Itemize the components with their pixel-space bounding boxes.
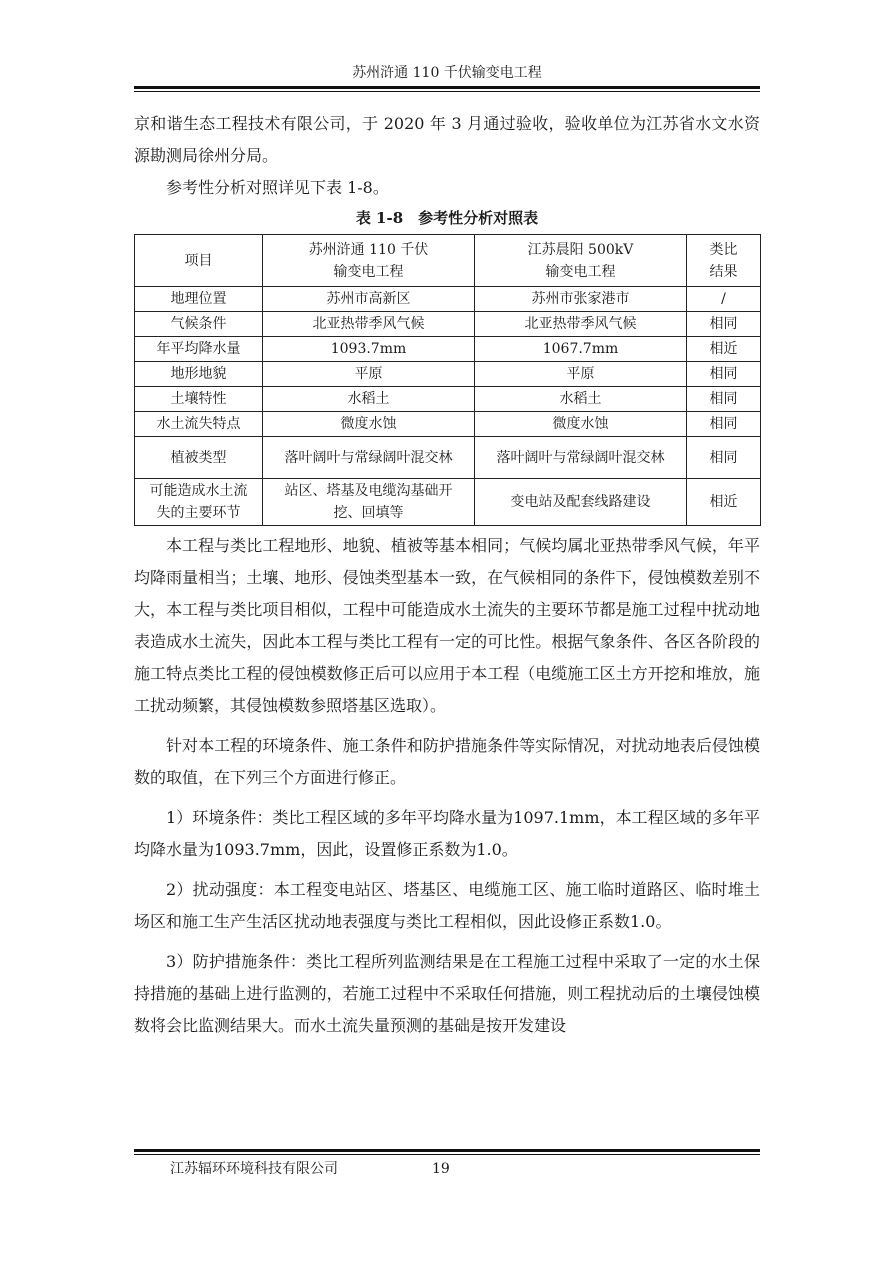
cell-result: 相同 — [687, 412, 761, 437]
cell-analog: 变电站及配套线路建设 — [475, 479, 687, 526]
cell-result: 相近 — [687, 479, 761, 526]
row-label: 气候条件 — [135, 312, 263, 337]
cell-project: 微度水蚀 — [263, 412, 475, 437]
row-label: 地理位置 — [135, 287, 263, 312]
header-analog-project: 江苏晨阳 500kV 输变电工程 — [475, 235, 687, 287]
header-result: 类比 结果 — [687, 235, 761, 287]
comparison-table — [134, 234, 761, 526]
paragraph-correction-intro: 针对本工程的环境条件、施工条件和防护措施条件等实际情况，对扰动地表后侵蚀模数的取值，在下列三个方面进行修正。 — [134, 736, 760, 787]
cell-project: 落叶阔叶与常绿阔叶混交林 — [263, 437, 475, 479]
table-row — [135, 312, 761, 337]
table-row — [135, 479, 761, 526]
cell-project: 1093.7mm — [263, 337, 475, 362]
header-rule — [134, 86, 760, 89]
cell-project: 平原 — [263, 362, 475, 387]
table-header-row — [135, 235, 761, 287]
cell-project: 站区、塔基及电缆沟基础开 挖、回填等 — [263, 479, 475, 526]
paragraph-disturbance: 2）扰动强度：本工程变电站区、塔基区、电缆施工区、施工临时道路区、临时堆土场区和施工生产生活区扰动地表强度与类比工程相似，因此设修正系数1.0。 — [134, 880, 760, 931]
cell-analog: 水稻土 — [475, 387, 687, 412]
cell-project: 水稻土 — [263, 387, 475, 412]
row-label: 可能造成水土流 失的主要环节 — [135, 479, 263, 526]
row-label: 水土流失特点 — [135, 412, 263, 437]
table-row — [135, 437, 761, 479]
paragraph-protection: 3）防护措施条件：类比工程所列监测结果是在工程施工过程中采取了一定的水土保持措施的基础上进行监测的，若施工过程中不采取任何措施，则工程扰动后的土壤侵蚀模数将会比监测结果大。而水土流失量预测的基础是按开发建设 — [134, 952, 760, 1035]
page-number: 19 — [432, 1161, 450, 1177]
table-row — [135, 287, 761, 312]
paragraph-comparison: 本工程与类比工程地形、地貌、植被等基本相同；气候均属北亚热带季风气候，年平均降雨量相当；土壤、地形、侵蚀类型基本一致，在气候相同的条件下，侵蚀模数差别不大，本工程与类比项目相似，工程中可能造成水土流失的主要环节都是施工过程中扰动地表造成水土流失，因此本工程与类比工程有一定的可比性。根据气象条件、各区各阶段的施工特点类比工程的侵蚀模数修正后可以应用于本工程（电缆施工区土方开挖和堆放，施工扰动频繁，其侵蚀模数参照塔基区选取）。 — [134, 536, 760, 715]
table-caption: 表 1-8 参考性分析对照表 — [355, 209, 539, 227]
cell-result: 相同 — [687, 362, 761, 387]
paragraph-table-reference: 参考性分析对照详见下表 1-8。 — [166, 178, 389, 197]
table-row — [135, 387, 761, 412]
row-label: 土壤特性 — [135, 387, 263, 412]
row-label: 植被类型 — [135, 437, 263, 479]
cell-result: / — [687, 287, 761, 312]
cell-analog: 平原 — [475, 362, 687, 387]
page-content — [134, 108, 760, 1042]
row-label: 地形地貌 — [135, 362, 263, 387]
cell-project: 苏州市高新区 — [263, 287, 475, 312]
header-project: 苏州浒通 110 千伏 输变电工程 — [263, 235, 475, 287]
table-row — [135, 337, 761, 362]
cell-result: 相近 — [687, 337, 761, 362]
row-label: 年平均降水量 — [135, 337, 263, 362]
page-header: 苏州浒通 110 千伏输变电工程 — [352, 65, 542, 81]
table-row — [135, 362, 761, 387]
cell-analog: 1067.7mm — [475, 337, 687, 362]
footer-rule-thin — [134, 1154, 760, 1155]
cell-analog: 微度水蚀 — [475, 412, 687, 437]
table-row — [135, 412, 761, 437]
cell-result: 相同 — [687, 312, 761, 337]
cell-analog: 落叶阔叶与常绿阔叶混交林 — [475, 437, 687, 479]
footer-company: 江苏辐环环境科技有限公司 — [170, 1161, 338, 1177]
header-rule-thin — [134, 91, 760, 92]
cell-analog: 苏州市张家港市 — [475, 287, 687, 312]
header-item: 项目 — [135, 235, 263, 287]
paragraph-intro: 京和谐生态工程技术有限公司，于 2020 年 3 月通过验收，验收单位为江苏省水文水资源勘测局徐州分局。 — [134, 114, 760, 165]
footer-rule — [134, 1149, 760, 1152]
cell-analog: 北亚热带季风气候 — [475, 312, 687, 337]
cell-result: 相同 — [687, 437, 761, 479]
cell-project: 北亚热带季风气候 — [263, 312, 475, 337]
paragraph-environment: 1）环境条件：类比工程区域的多年平均降水量为1097.1mm，本工程区域的多年平均降水量为1093.7mm，因此，设置修正系数为1.0。 — [134, 808, 760, 859]
cell-result: 相同 — [687, 387, 761, 412]
